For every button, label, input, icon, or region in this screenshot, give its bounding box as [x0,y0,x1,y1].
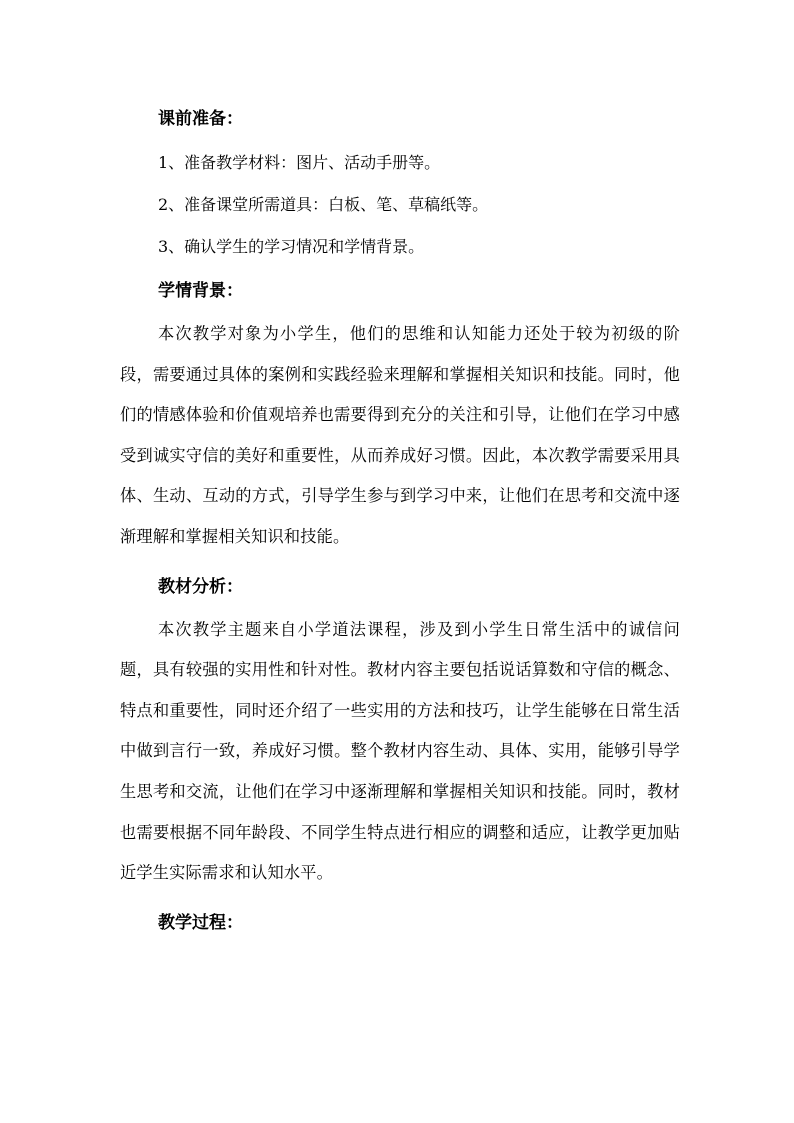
background-paragraph: 本次教学对象为小学生，他们的思维和认知能力还处于较为初级的阶段，需要通过具体的案例和实践经验来理解和掌握相关知识和技能。同时，他们的情感体验和价值观培养也需要得到充分的关注和引导，让他们在学习中感受到诚实守信的美好和重要性，从而养成好习惯。因此，本次教学需要采用具体、生动、互动的方式，引导学生参与到学习中来，让他们在思考和交流中逐渐理解和掌握相关知识和技能。 [120,324,680,546]
heading-background: 学情背景： [158,281,243,301]
heading-prep: 课前准备： [158,109,243,129]
prep-item-2: 2、准备课堂所需道具：白板、笔、草稿纸等。 [158,195,489,214]
analysis-paragraph: 本次教学主题来自小学道法课程，涉及到小学生日常生活中的诚信问题，具有较强的实用性和针对性。教材内容主要包括说话算数和守信的概念、特点和重要性，同时还介绍了一些实用的方法和技巧，让学生能够在日常生活中做到言行一致，养成好习惯。整个教材内容生动、具体、实用，能够引导学生思考和交流，让他们在学习中逐渐理解和掌握相关知识和技能。同时，教材也需要根据不同年龄段、不同学生特点进行相应的调整和适应，让教学更加贴近学生实际需求和认知水平。 [120,619,680,883]
prep-item-1: 1、准备教学材料：图片、活动手册等。 [158,153,441,172]
heading-analysis: 教材分析： [158,576,243,597]
heading-process: 教学过程： [158,912,243,933]
document-body [120,96,680,946]
prep-item-3: 3、确认学生的学习情况和学情背景。 [158,237,425,256]
